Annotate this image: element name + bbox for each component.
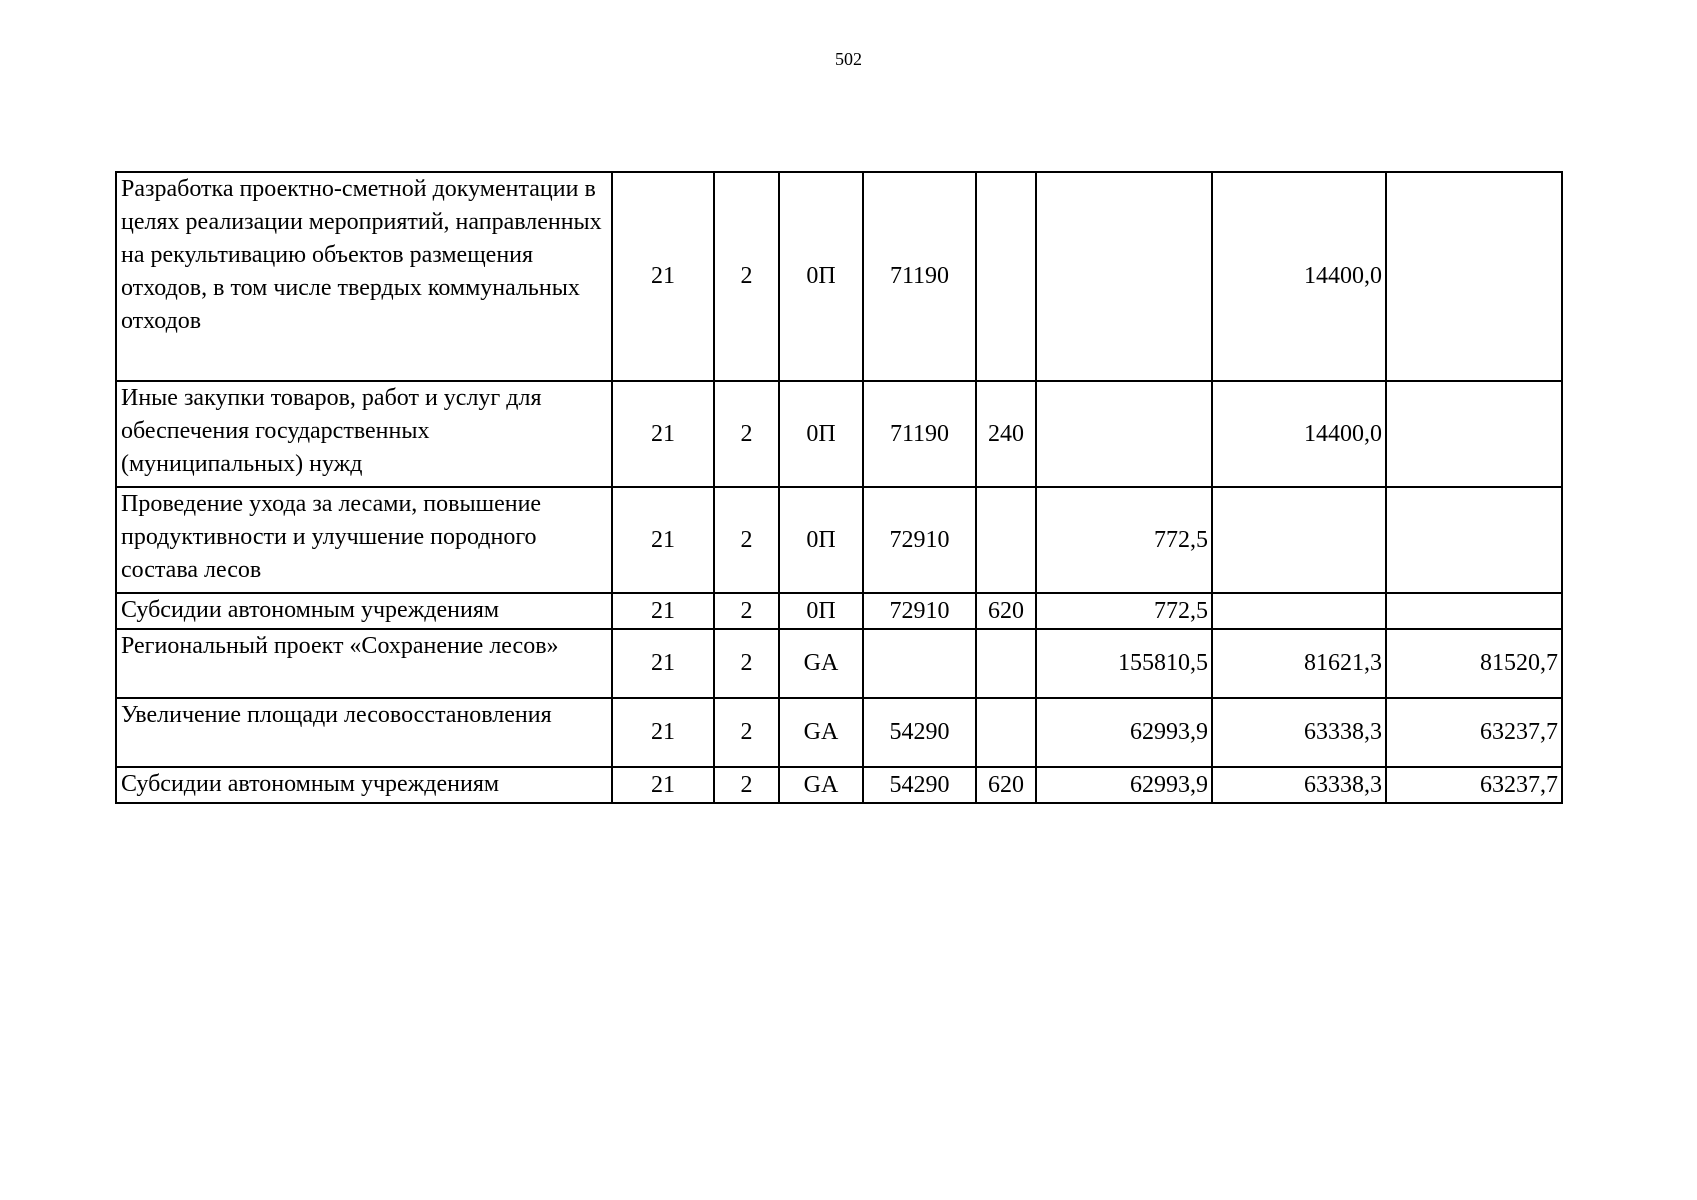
sub-cell: 2 (714, 381, 779, 487)
sum1-cell: 62993,9 (1036, 698, 1212, 767)
program-cell: 0П (779, 381, 863, 487)
sum1-cell: 772,5 (1036, 593, 1212, 629)
budget-table (115, 171, 1563, 804)
sum1-cell (1036, 172, 1212, 381)
page-number: 502 (835, 49, 862, 69)
sum1-cell (1036, 381, 1212, 487)
sum1-cell: 62993,9 (1036, 767, 1212, 803)
table-row (116, 172, 1562, 381)
table-row (116, 698, 1562, 767)
program-cell: 0П (779, 593, 863, 629)
gr-cell: 21 (612, 629, 714, 698)
sum2-cell: 14400,0 (1212, 381, 1386, 487)
sum3-cell (1386, 593, 1562, 629)
sum3-cell: 63237,7 (1386, 767, 1562, 803)
sum3-cell (1386, 381, 1562, 487)
sum3-cell (1386, 487, 1562, 593)
row-name-cell: Иные закупки товаров, работ и услуг для обеспечения государственных (муниципальных) нужд (116, 381, 612, 487)
sum2-cell: 63338,3 (1212, 698, 1386, 767)
expense-type-cell (976, 629, 1036, 698)
gr-cell: 21 (612, 381, 714, 487)
program-cell: 0П (779, 172, 863, 381)
gr-cell: 21 (612, 593, 714, 629)
gr-cell: 21 (612, 172, 714, 381)
program-cell: GA (779, 698, 863, 767)
program-cell: 0П (779, 487, 863, 593)
table-row (116, 593, 1562, 629)
expense-type-cell (976, 172, 1036, 381)
expense-type-cell: 620 (976, 767, 1036, 803)
sum3-cell: 63237,7 (1386, 698, 1562, 767)
sub-cell: 2 (714, 487, 779, 593)
sum2-cell (1212, 487, 1386, 593)
row-name-cell: Субсидии автономным учреждениям (116, 767, 612, 803)
sub-cell: 2 (714, 629, 779, 698)
direction-cell: 71190 (863, 381, 976, 487)
sum1-cell: 772,5 (1036, 487, 1212, 593)
direction-cell: 72910 (863, 593, 976, 629)
program-cell: GA (779, 767, 863, 803)
expense-type-cell: 620 (976, 593, 1036, 629)
gr-cell: 21 (612, 698, 714, 767)
program-cell: GA (779, 629, 863, 698)
sum3-cell (1386, 172, 1562, 381)
sub-cell: 2 (714, 593, 779, 629)
table-row (116, 381, 1562, 487)
sum2-cell: 63338,3 (1212, 767, 1386, 803)
sub-cell: 2 (714, 698, 779, 767)
expense-type-cell (976, 698, 1036, 767)
table-row (116, 629, 1562, 698)
sub-cell: 2 (714, 172, 779, 381)
row-name-cell: Региональный проект «Сохранение лесов» (116, 629, 612, 698)
row-name-cell: Разработка проектно-сметной документации в целях реализации мероприятий, направленных на рекультивацию объектов размещения отходов, в том числе твердых коммунальных отходов (116, 172, 612, 381)
direction-cell (863, 629, 976, 698)
table-row (116, 487, 1562, 593)
gr-cell: 21 (612, 767, 714, 803)
sum2-cell: 14400,0 (1212, 172, 1386, 381)
row-name-cell: Субсидии автономным учреждениям (116, 593, 612, 629)
gr-cell: 21 (612, 487, 714, 593)
row-name-cell: Проведение ухода за лесами, повышение продуктивности и улучшение породного состава лесов (116, 487, 612, 593)
sub-cell: 2 (714, 767, 779, 803)
sum1-cell: 155810,5 (1036, 629, 1212, 698)
expense-type-cell: 240 (976, 381, 1036, 487)
direction-cell: 71190 (863, 172, 976, 381)
row-name-cell: Увеличение площади лесовосстановления (116, 698, 612, 767)
table-row (116, 767, 1562, 803)
direction-cell: 54290 (863, 767, 976, 803)
sum2-cell: 81621,3 (1212, 629, 1386, 698)
direction-cell: 72910 (863, 487, 976, 593)
direction-cell: 54290 (863, 698, 976, 767)
sum3-cell: 81520,7 (1386, 629, 1562, 698)
sum2-cell (1212, 593, 1386, 629)
expense-type-cell (976, 487, 1036, 593)
